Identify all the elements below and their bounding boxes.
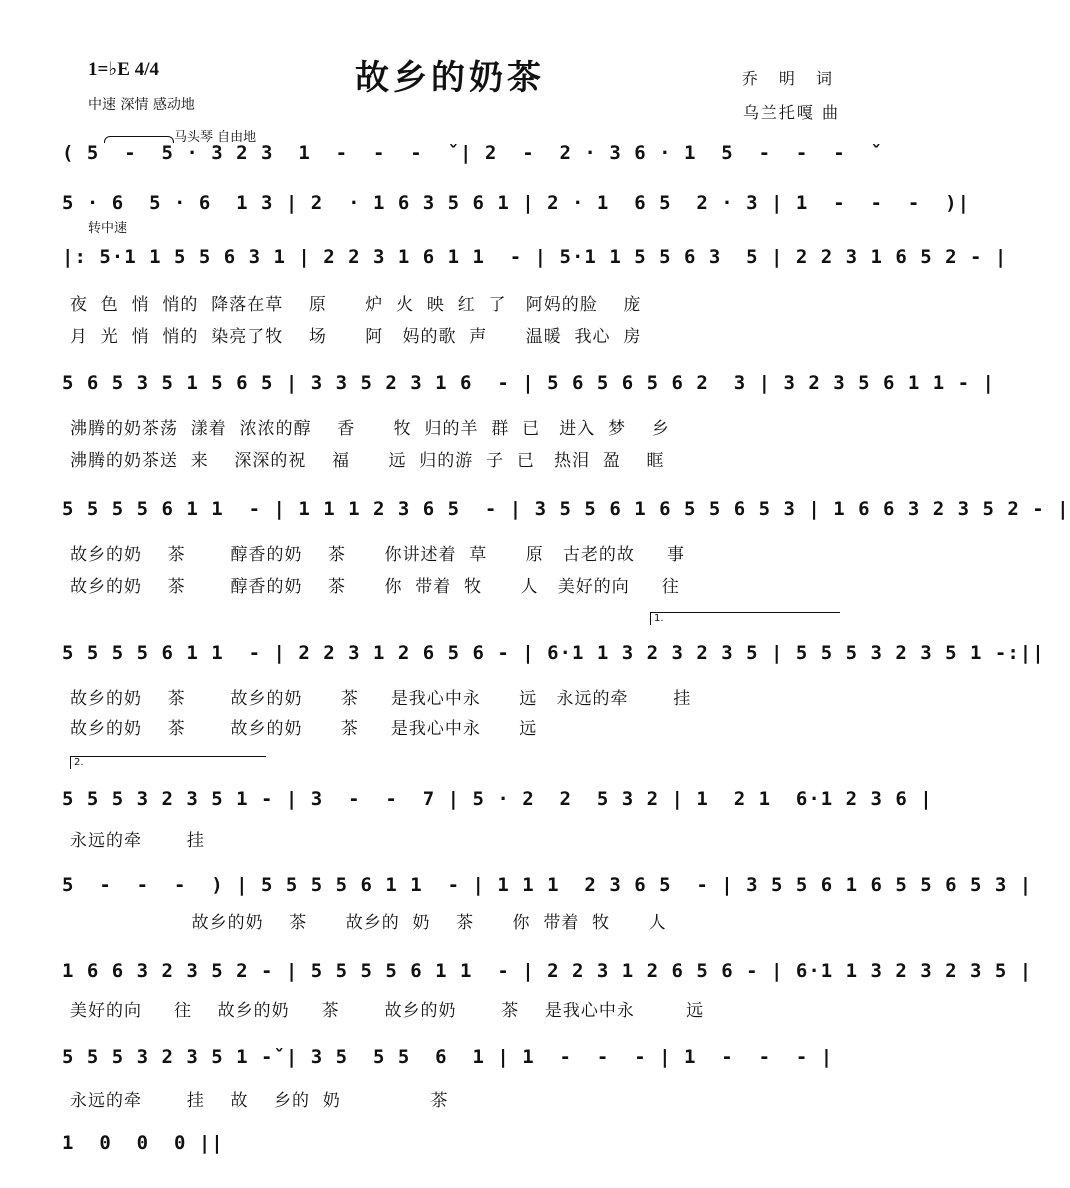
key-signature: 1=♭E 4/4 (88, 59, 159, 80)
lyric-line: 故乡的奶 茶 故乡的 奶 茶 你 带着 牧 人 (70, 913, 667, 933)
lyric-line: 美好的向 往 故乡的奶 茶 故乡的奶 茶 是我心中永 远 (70, 1001, 705, 1021)
notation-line-8: 5 - - - ) | 5 5 5 5 6 1 1 - | 1 1 1 2 3 6 5 - | 3 5 5 6 1 6 5 5 6 5 3 | (62, 874, 1033, 896)
second-ending-bracket: 2. (70, 756, 266, 769)
lyric-line: 沸腾的奶茶送 来 深深的祝 福 远 归的游 子 已 热泪 盈 眶 (70, 451, 665, 471)
notation-line-1: ( 5 - 5 · 3 2 3 1 - - - ˇ| 2 - 2 · 3 6 · 1 5 - - - ˇ (62, 142, 883, 164)
lyric-line: 故乡的奶 茶 故乡的奶 茶 是我心中永 远 永远的牵 挂 (70, 689, 692, 709)
lyric-line: 永远的牵 挂 (70, 831, 205, 851)
notation-line-2: 5 · 6 5 · 6 1 3 | 2 · 1 6 3 5 6 1 | 2 · 1 6 5 2 · 3 | 1 - - - )| (62, 192, 971, 214)
lyric-line: 故乡的奶 茶 醇香的奶 茶 你 带着 牧 人 美好的向 往 (70, 577, 680, 597)
notation-line-4: 5 6 5 3 5 1 5 6 5 | 3 3 5 2 3 1 6 - | 5 6 5 6 5 6 2 3 | 3 2 3 5 6 1 1 - | (62, 372, 995, 394)
lyricist-credit: 乔 明 词 (741, 69, 840, 88)
notation-line-5: 5 5 5 5 6 1 1 - | 1 1 1 2 3 6 5 - | 3 5 5 6 1 6 5 5 6 5 3 | 1 6 6 3 2 3 5 2 - | (62, 498, 1070, 520)
lyric-line: 沸腾的奶茶荡 漾着 浓浓的醇 香 牧 归的羊 群 已 进入 梦 乡 (70, 419, 670, 439)
first-ending-bracket: 1. (650, 612, 840, 625)
tempo-marking: 中速 深情 感动地 (88, 97, 195, 113)
lyric-line: 永远的牵 挂 故 乡的 奶 茶 (70, 1091, 449, 1111)
composer-credit: 乌兰托嘎 曲 (742, 103, 840, 122)
notation-line-11: 1 0 0 0 || (62, 1132, 224, 1154)
notation-line-3: |: 5·1 1 5 5 6 3 1 | 2 2 3 1 6 1 1 - | 5·1 1 5 5 6 3 5 | 2 2 3 1 6 5 2 - | (62, 246, 1008, 268)
lyric-line: 月 光 悄 悄的 染亮了牧 场 阿 妈的歌 声 温暖 我心 房 (70, 327, 642, 347)
lyric-line: 夜 色 悄 悄的 降落在草 原 炉 火 映 红 了 阿妈的脸 庞 (70, 295, 642, 315)
lyric-line: 故乡的奶 茶 故乡的奶 茶 是我心中永 远 (70, 719, 538, 739)
tempo-change-note: 转中速 (88, 221, 128, 236)
notation-line-10: 5 5 5 3 2 3 5 1 -ˇ| 3 5 5 5 6 1 | 1 - - - | 1 - - - | (62, 1046, 834, 1068)
instrument-note: 马头琴 自由地 (174, 130, 257, 145)
notation-line-6: 5 5 5 5 6 1 1 - | 2 2 3 1 2 6 5 6 - | 6·1 1 3 2 3 2 3 5 | 5 5 5 3 2 3 5 1 -:|| (62, 642, 1045, 664)
song-title: 故乡的奶茶 (355, 58, 545, 98)
notation-line-9: 1 6 6 3 2 3 5 2 - | 5 5 5 5 6 1 1 - | 2 2 3 1 2 6 5 6 - | 6·1 1 3 2 3 2 3 5 | (62, 960, 1033, 982)
lyric-line: 故乡的奶 茶 醇香的奶 茶 你讲述着 草 原 古老的故 事 (70, 545, 685, 565)
notation-line-7: 5 5 5 3 2 3 5 1 - | 3 - - 7 | 5 · 2 2 5 3 2 | 1 2 1 6·1 2 3 6 | (62, 788, 933, 810)
